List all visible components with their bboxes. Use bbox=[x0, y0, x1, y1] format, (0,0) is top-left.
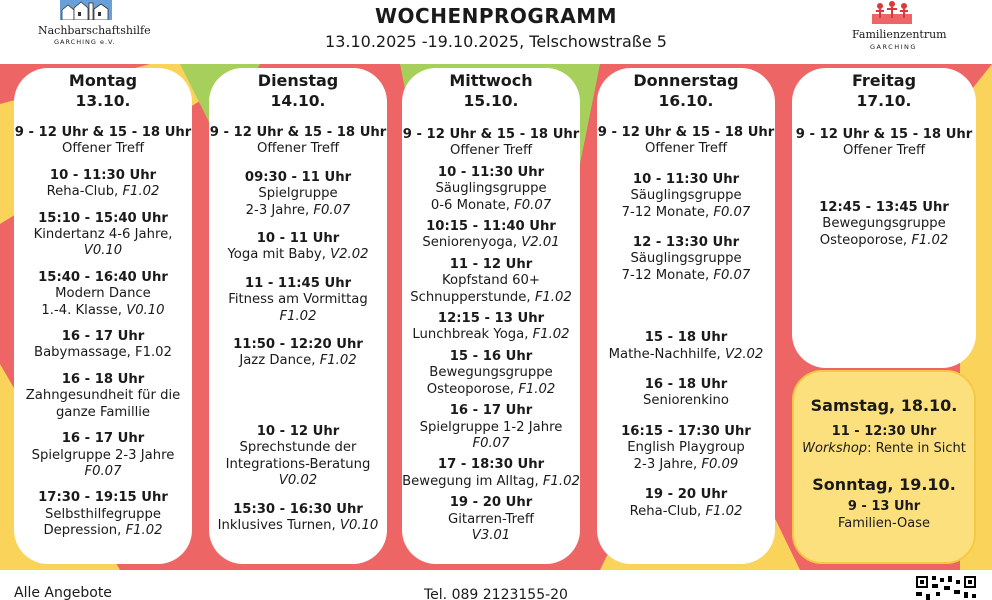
entry-title: Bewegung im Alltag, bbox=[402, 473, 539, 489]
entry-title: Mathe-Nachhilfe, bbox=[608, 346, 721, 362]
day-date: 17.10. bbox=[856, 92, 912, 110]
day-column-montag bbox=[14, 68, 192, 564]
entry-room: F1.02 bbox=[279, 308, 317, 324]
entry-title: Offener Treff bbox=[842, 143, 926, 159]
list-item bbox=[209, 170, 387, 219]
list-item bbox=[597, 172, 775, 221]
entry-room: V2.01 bbox=[521, 235, 560, 251]
entry-title: Gitarren-Treff bbox=[448, 511, 534, 527]
entry-time: 16 - 17 Uhr bbox=[61, 329, 145, 345]
saturday-event-label: Workshop bbox=[802, 441, 868, 456]
list-item bbox=[402, 349, 580, 398]
day-name: Montag bbox=[68, 71, 138, 90]
list-item bbox=[402, 457, 580, 490]
entry-title: Fitness am Vormittag bbox=[228, 292, 368, 308]
day-name: Donnerstag bbox=[633, 71, 739, 90]
entry-title: Babymassage, bbox=[34, 345, 131, 361]
day-date: 16.10. bbox=[658, 92, 714, 110]
entry-room: F0.07 bbox=[472, 435, 510, 451]
day-column-freitag bbox=[792, 68, 976, 368]
entry-room: F1.02 bbox=[319, 353, 357, 369]
entry-time: 11 - 12 Uhr bbox=[449, 256, 533, 272]
logo-left-name: Nachbarschaftshilfe bbox=[38, 24, 151, 37]
entry-title: Sprechstunde der bbox=[239, 440, 357, 456]
list-item bbox=[14, 431, 192, 480]
entry-title: Spielgruppe bbox=[258, 186, 338, 202]
sunday-time: 9 - 13 Uhr bbox=[847, 499, 921, 514]
entry-room: F0.07 bbox=[713, 267, 751, 283]
list-item bbox=[402, 165, 580, 214]
list-item bbox=[14, 270, 192, 319]
entry-time: 15 - 16 Uhr bbox=[449, 348, 533, 364]
entry-time: 11:50 - 12:20 Uhr bbox=[233, 337, 363, 353]
entry-room: V0.10 bbox=[83, 243, 123, 259]
entry-title: Kopfstand 60+ bbox=[442, 273, 540, 289]
entry-time: 09:30 - 11 Uhr bbox=[244, 169, 352, 185]
entry-subtitle: 1.-4. Klasse, bbox=[41, 302, 122, 318]
family-tree-logo-icon bbox=[872, 0, 912, 24]
entry-subtitle: Schnupperstunde, bbox=[410, 289, 531, 305]
entry-room: F0.07 bbox=[514, 197, 552, 213]
entry-title: Reha-Club, bbox=[629, 503, 702, 519]
entry-time: 9 - 12 Uhr & 15 - 18 Uhr bbox=[209, 125, 387, 140]
list-item bbox=[14, 372, 192, 421]
entry-title: Kindertanz 4-6 Jahre, bbox=[33, 227, 173, 243]
list-item bbox=[14, 211, 192, 260]
entry-subtitle: Osteoporose, bbox=[819, 232, 908, 248]
entry-room: F1.02 bbox=[534, 289, 572, 305]
day-date: 15.10. bbox=[463, 92, 519, 110]
list-item bbox=[402, 127, 580, 160]
list-item bbox=[597, 424, 775, 473]
entry-time: 16 - 18 Uhr bbox=[644, 377, 728, 393]
list-item bbox=[792, 200, 976, 249]
entry-room: F1.02 bbox=[134, 345, 172, 361]
list-item bbox=[597, 487, 775, 520]
day-name: Freitag bbox=[851, 71, 917, 90]
logo-right-sub: GARCHING bbox=[870, 43, 917, 51]
entry-time: 17:30 - 19:15 Uhr bbox=[38, 490, 168, 506]
entry-subtitle: Integrations-Beratung bbox=[225, 456, 371, 472]
entry-time: 9 - 12 Uhr & 15 - 18 Uhr bbox=[597, 125, 775, 140]
entry-title: English Playgroup bbox=[627, 440, 745, 456]
entry-title: Seniorenkino bbox=[643, 393, 729, 409]
entry-subtitle: ganze Famillie bbox=[55, 404, 151, 420]
list-item bbox=[14, 125, 192, 158]
entry-time: 19 - 20 Uhr bbox=[449, 495, 533, 511]
page-title: WOCHENPROGRAMM bbox=[374, 4, 618, 28]
list-item bbox=[209, 125, 387, 158]
list-item bbox=[209, 502, 387, 535]
entry-title: Selbsthilfegruppe bbox=[44, 506, 161, 522]
entry-time: 16 - 18 Uhr bbox=[61, 371, 145, 387]
entry-time: 9 - 12 Uhr & 15 - 18 Uhr bbox=[14, 125, 192, 140]
entry-subtitle: 7-12 Monate, bbox=[621, 267, 710, 283]
entry-title: Zahngesundheit für die bbox=[25, 388, 181, 404]
list-item bbox=[209, 424, 387, 490]
entry-time: 9 - 12 Uhr & 15 - 18 Uhr bbox=[795, 127, 973, 142]
entry-title: Spielgruppe 1-2 Jahre bbox=[419, 419, 563, 435]
entry-subtitle: 7-12 Monate, bbox=[621, 204, 710, 220]
logo-left-sub: GARCHING e.V. bbox=[54, 38, 116, 46]
list-item bbox=[597, 330, 775, 363]
day-date: 13.10. bbox=[75, 92, 131, 110]
entry-room: V3.01 bbox=[471, 527, 511, 543]
entry-time: 12:45 - 13:45 Uhr bbox=[819, 199, 949, 215]
list-item bbox=[597, 125, 775, 158]
entry-title: Reha-Club, bbox=[46, 184, 119, 200]
entry-room: F0.07 bbox=[713, 204, 751, 220]
list-item bbox=[14, 168, 192, 201]
list-item bbox=[402, 311, 580, 344]
entry-time: 17 - 18:30 Uhr bbox=[437, 457, 545, 473]
list-item bbox=[14, 329, 192, 362]
qr-code-icon[interactable] bbox=[914, 574, 978, 600]
day-column-dienstag bbox=[209, 68, 387, 564]
entry-title: Inklusives Turnen, bbox=[217, 517, 336, 533]
list-item bbox=[402, 403, 580, 452]
entry-title: Offener Treff bbox=[61, 141, 145, 157]
entry-title: Säuglingsgruppe bbox=[630, 188, 742, 204]
entry-room: F1.02 bbox=[122, 184, 160, 200]
list-item bbox=[402, 257, 580, 306]
entry-title: Modern Dance bbox=[55, 286, 151, 302]
header bbox=[0, 0, 992, 64]
entry-time: 10 - 11:30 Uhr bbox=[632, 171, 740, 187]
entry-room: V0.10 bbox=[339, 517, 379, 533]
entry-subtitle: 0-6 Monate, bbox=[430, 197, 510, 213]
sunday-title: Sonntag, 19.10. bbox=[812, 475, 956, 494]
entry-title: Bewegungsgruppe bbox=[429, 365, 553, 381]
list-item bbox=[14, 490, 192, 539]
list-item bbox=[597, 377, 775, 410]
day-column-donnerstag bbox=[597, 68, 775, 564]
day-name: Dienstag bbox=[257, 71, 339, 90]
list-item bbox=[209, 231, 387, 264]
saturday-title: Samstag, 18.10. bbox=[810, 396, 958, 415]
entry-title: Lunchbreak Yoga, bbox=[412, 327, 529, 343]
entry-time: 16:15 - 17:30 Uhr bbox=[621, 423, 751, 439]
logo-right-name: Familienzentrum bbox=[852, 28, 947, 41]
saturday-event-text: : Rente in Sicht bbox=[867, 441, 966, 456]
entry-title: Bewegungsgruppe bbox=[822, 216, 946, 232]
entry-room: F1.02 bbox=[542, 473, 580, 489]
weekend-box bbox=[792, 370, 976, 564]
footer-all-offers: Alle Angebote bbox=[14, 585, 112, 600]
entry-room: F1.02 bbox=[518, 381, 556, 397]
entry-time: 16 - 17 Uhr bbox=[61, 431, 145, 447]
entry-time: 16 - 17 Uhr bbox=[449, 403, 533, 419]
day-column-mittwoch bbox=[402, 68, 580, 564]
entry-title: Seniorenyoga, bbox=[422, 235, 518, 251]
entry-room: F0.07 bbox=[313, 202, 351, 218]
list-item bbox=[402, 219, 580, 252]
entry-subtitle: 2-3 Jahre, bbox=[245, 202, 310, 218]
entry-subtitle: Osteoporose, bbox=[426, 381, 515, 397]
entry-time: 10 - 11:30 Uhr bbox=[49, 167, 157, 183]
entry-time: 9 - 12 Uhr & 15 - 18 Uhr bbox=[402, 127, 580, 142]
footer-phone[interactable]: Tel. 089 2123155-20 bbox=[424, 587, 568, 600]
sunday-event-text: Familien-Oase bbox=[837, 516, 930, 531]
entry-time: 15:10 - 15:40 Uhr bbox=[38, 210, 168, 226]
list-item bbox=[209, 276, 387, 325]
entry-title: Jazz Dance, bbox=[239, 353, 316, 369]
saturday-event bbox=[794, 440, 974, 457]
entry-title: Säuglingsgruppe bbox=[435, 181, 547, 197]
entry-title: Spielgruppe 2-3 Jahre bbox=[31, 447, 175, 463]
day-name: Mittwoch bbox=[449, 71, 533, 90]
entry-room: V0.02 bbox=[278, 473, 318, 489]
list-item bbox=[402, 495, 580, 544]
list-item bbox=[209, 337, 387, 370]
entry-room: V0.10 bbox=[126, 302, 165, 318]
logo-familienzentrum[interactable] bbox=[852, 0, 947, 56]
list-item bbox=[597, 235, 775, 284]
list-item bbox=[792, 127, 976, 160]
entry-title: Säuglingsgruppe bbox=[630, 251, 742, 267]
entry-time: 12 - 13:30 Uhr bbox=[632, 235, 740, 251]
entry-room: F1.02 bbox=[911, 232, 949, 248]
entry-room: F0.07 bbox=[84, 463, 122, 479]
saturday-time: 11 - 12:30 Uhr bbox=[831, 424, 937, 439]
entry-time: 10 - 11 Uhr bbox=[256, 231, 340, 247]
entry-title: Offener Treff bbox=[256, 141, 340, 157]
entry-subtitle: Depression, bbox=[43, 523, 122, 539]
day-date: 14.10. bbox=[270, 92, 326, 110]
entry-room: F0.09 bbox=[701, 456, 739, 472]
entry-room: V2.02 bbox=[330, 247, 369, 263]
entry-time: 10 - 11:30 Uhr bbox=[437, 164, 545, 180]
entry-title: Offener Treff bbox=[644, 141, 728, 157]
entry-room: V2.02 bbox=[724, 346, 764, 362]
page-subtitle: 13.10.2025 -19.10.2025, Telschowstraße 5 bbox=[325, 32, 667, 51]
entry-title: Yoga mit Baby, bbox=[227, 247, 326, 263]
entry-subtitle: 2-3 Jahre, bbox=[633, 456, 698, 472]
entry-time: 15:30 - 16:30 Uhr bbox=[233, 501, 363, 517]
entry-time: 15 - 18 Uhr bbox=[644, 330, 728, 346]
entry-room: F1.02 bbox=[532, 327, 570, 343]
entry-room: F1.02 bbox=[705, 503, 743, 519]
entry-time: 12:15 - 13 Uhr bbox=[437, 311, 545, 327]
entry-title: Offener Treff bbox=[449, 143, 533, 159]
entry-time: 11 - 11:45 Uhr bbox=[244, 275, 352, 291]
entry-time: 10:15 - 11:40 Uhr bbox=[426, 219, 556, 235]
entry-time: 10 - 12 Uhr bbox=[256, 423, 340, 439]
entry-room: F1.02 bbox=[125, 523, 163, 539]
entry-time: 19 - 20 Uhr bbox=[644, 487, 728, 503]
entry-time: 15:40 - 16:40 Uhr bbox=[38, 269, 168, 285]
